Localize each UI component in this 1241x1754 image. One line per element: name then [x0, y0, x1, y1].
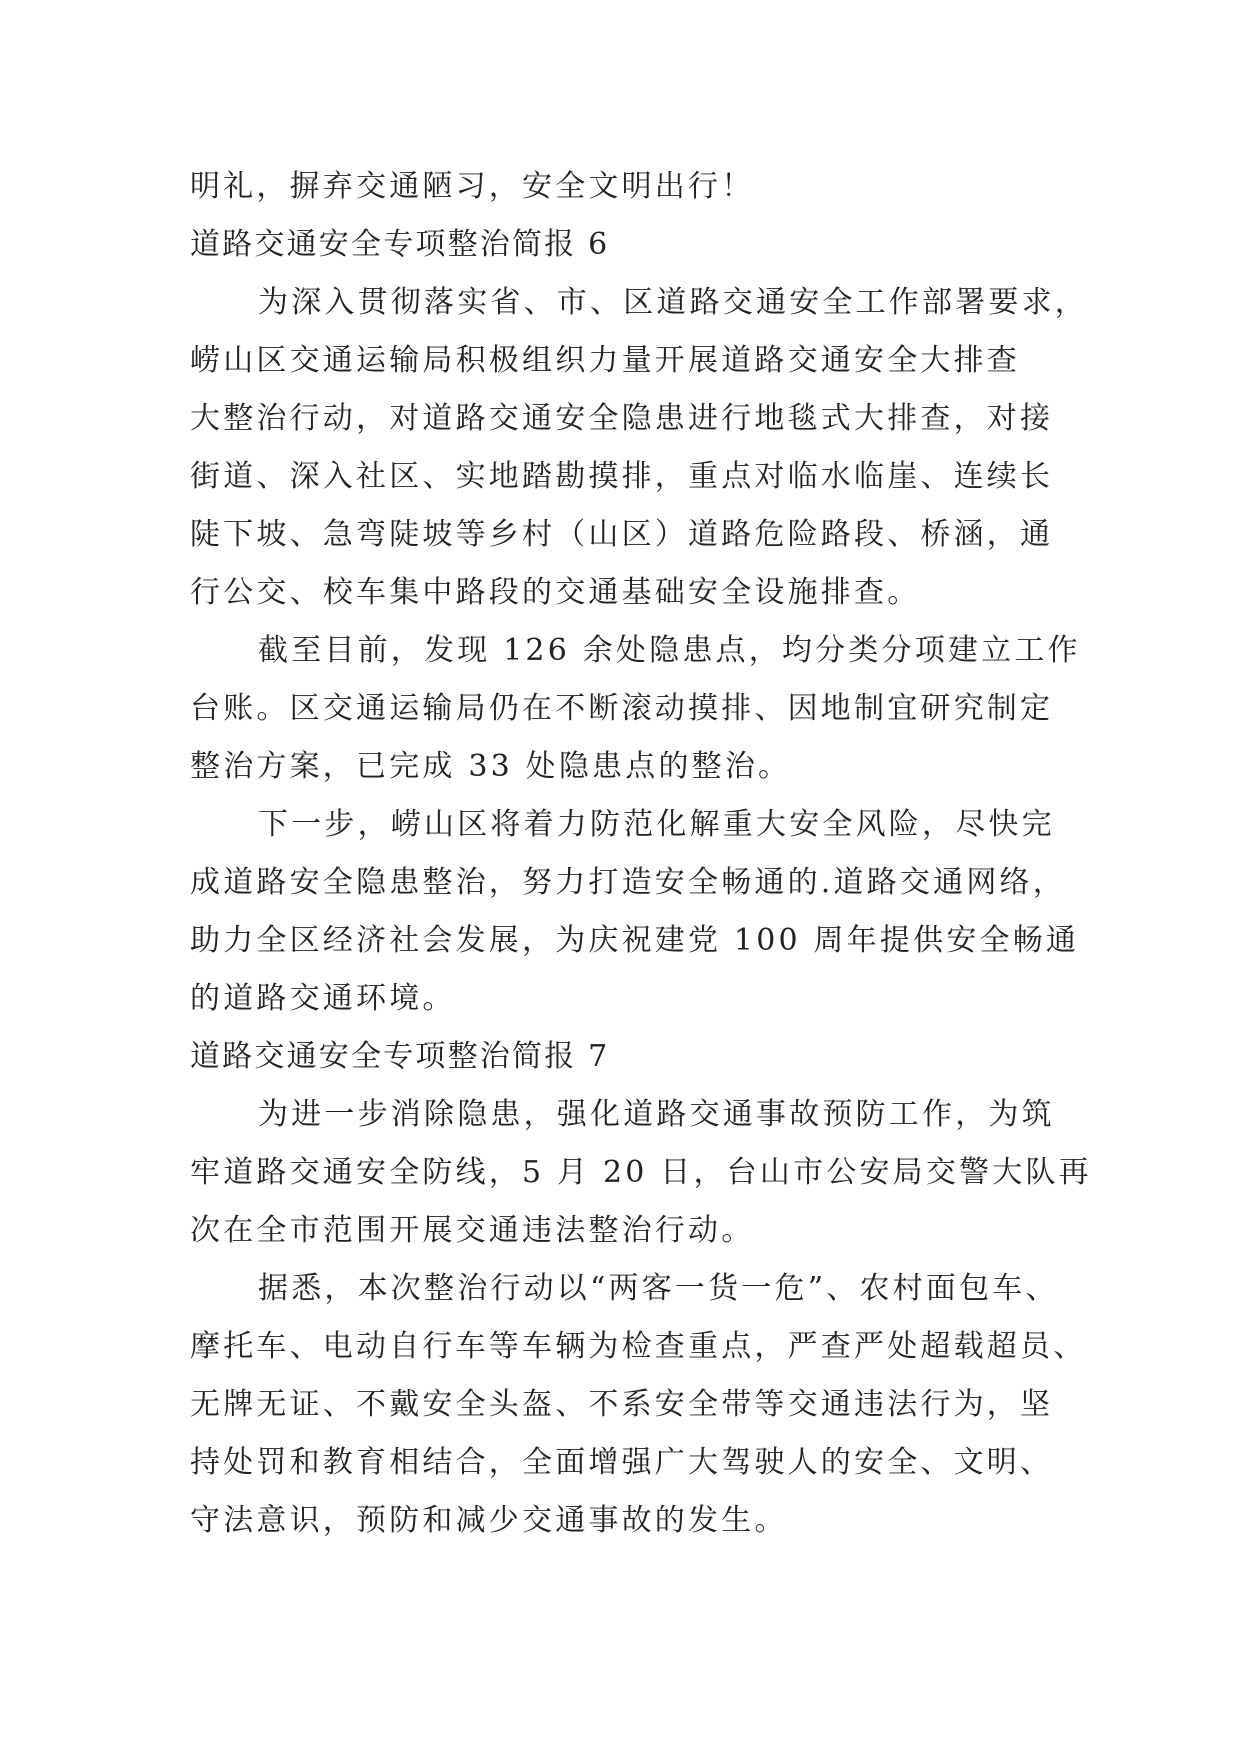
section-heading-7: 道路交通安全专项整治简报 7: [190, 1039, 610, 1074]
paragraph-line: 为进一步消除隐患，强化道路交通事故预防工作，为筑: [258, 1097, 1055, 1132]
paragraph-line: 牢道路交通安全防线，5 月 20 日，台山市公安局交警大队再: [190, 1155, 1092, 1190]
paragraph-line: 次在全市范围开展交通违法整治行动。: [190, 1213, 755, 1248]
paragraph-line: 持处罚和教育相结合，全面增强广大驾驶人的安全、文明、: [190, 1445, 1054, 1480]
paragraph-line: 成道路安全隐患整治，努力打造安全畅通的.道路交通网络，: [190, 865, 1066, 900]
paragraph-line: 崂山区交通运输局积极组织力量开展道路交通安全大排查: [190, 343, 1020, 378]
paragraph-line: 为深入贯彻落实省、市、区道路交通安全工作部署要求，: [258, 285, 1088, 320]
paragraph-line: 的道路交通环境。: [190, 981, 456, 1016]
paragraph-line: 下一步，崂山区将着力防范化解重大安全风险，尽快完: [258, 807, 1055, 842]
paragraph-line: 无牌无证、不戴安全头盔、不系安全带等交通违法行为，坚: [190, 1387, 1054, 1422]
paragraph-line: 街道、深入社区、实地踏勘摸排，重点对临水临崖、连续长: [190, 459, 1054, 494]
paragraph-line: 台账。区交通运输局仍在不断滚动摸排、因地制宜研究制定: [190, 691, 1054, 726]
paragraph-continuation-line: 明礼，摒弃交通陋习，安全文明出行！: [190, 169, 755, 204]
paragraph-line: 守法意识，预防和减少交通事故的发生。: [190, 1503, 788, 1538]
document-body: [190, 158, 1092, 1550]
paragraph-line: 整治方案，已完成 33 处隐患点的整治。: [190, 749, 792, 784]
paragraph-line: 大整治行动，对道路交通安全隐患进行地毯式大排查，对接: [190, 401, 1054, 436]
paragraph-line: 摩托车、电动自行车等车辆为检查重点，严查严处超载超员、: [190, 1329, 1087, 1364]
paragraph-line: 行公交、校车集中路段的交通基础安全设施排查。: [190, 575, 921, 610]
paragraph-line: 截至目前，发现 126 余处隐患点，均分类分项建立工作: [258, 633, 1081, 668]
paragraph-line: 助力全区经济社会发展，为庆祝建党 100 周年提供安全畅通: [190, 923, 1080, 958]
paragraph-line: 陡下坡、急弯陡坡等乡村（山区）道路危险路段、桥涵，通: [190, 517, 1054, 552]
section-heading-6: 道路交通安全专项整治简报 6: [190, 227, 610, 262]
paragraph-line: 据悉，本次整治行动以“两客一货一危”、农村面包车、: [258, 1271, 1059, 1306]
